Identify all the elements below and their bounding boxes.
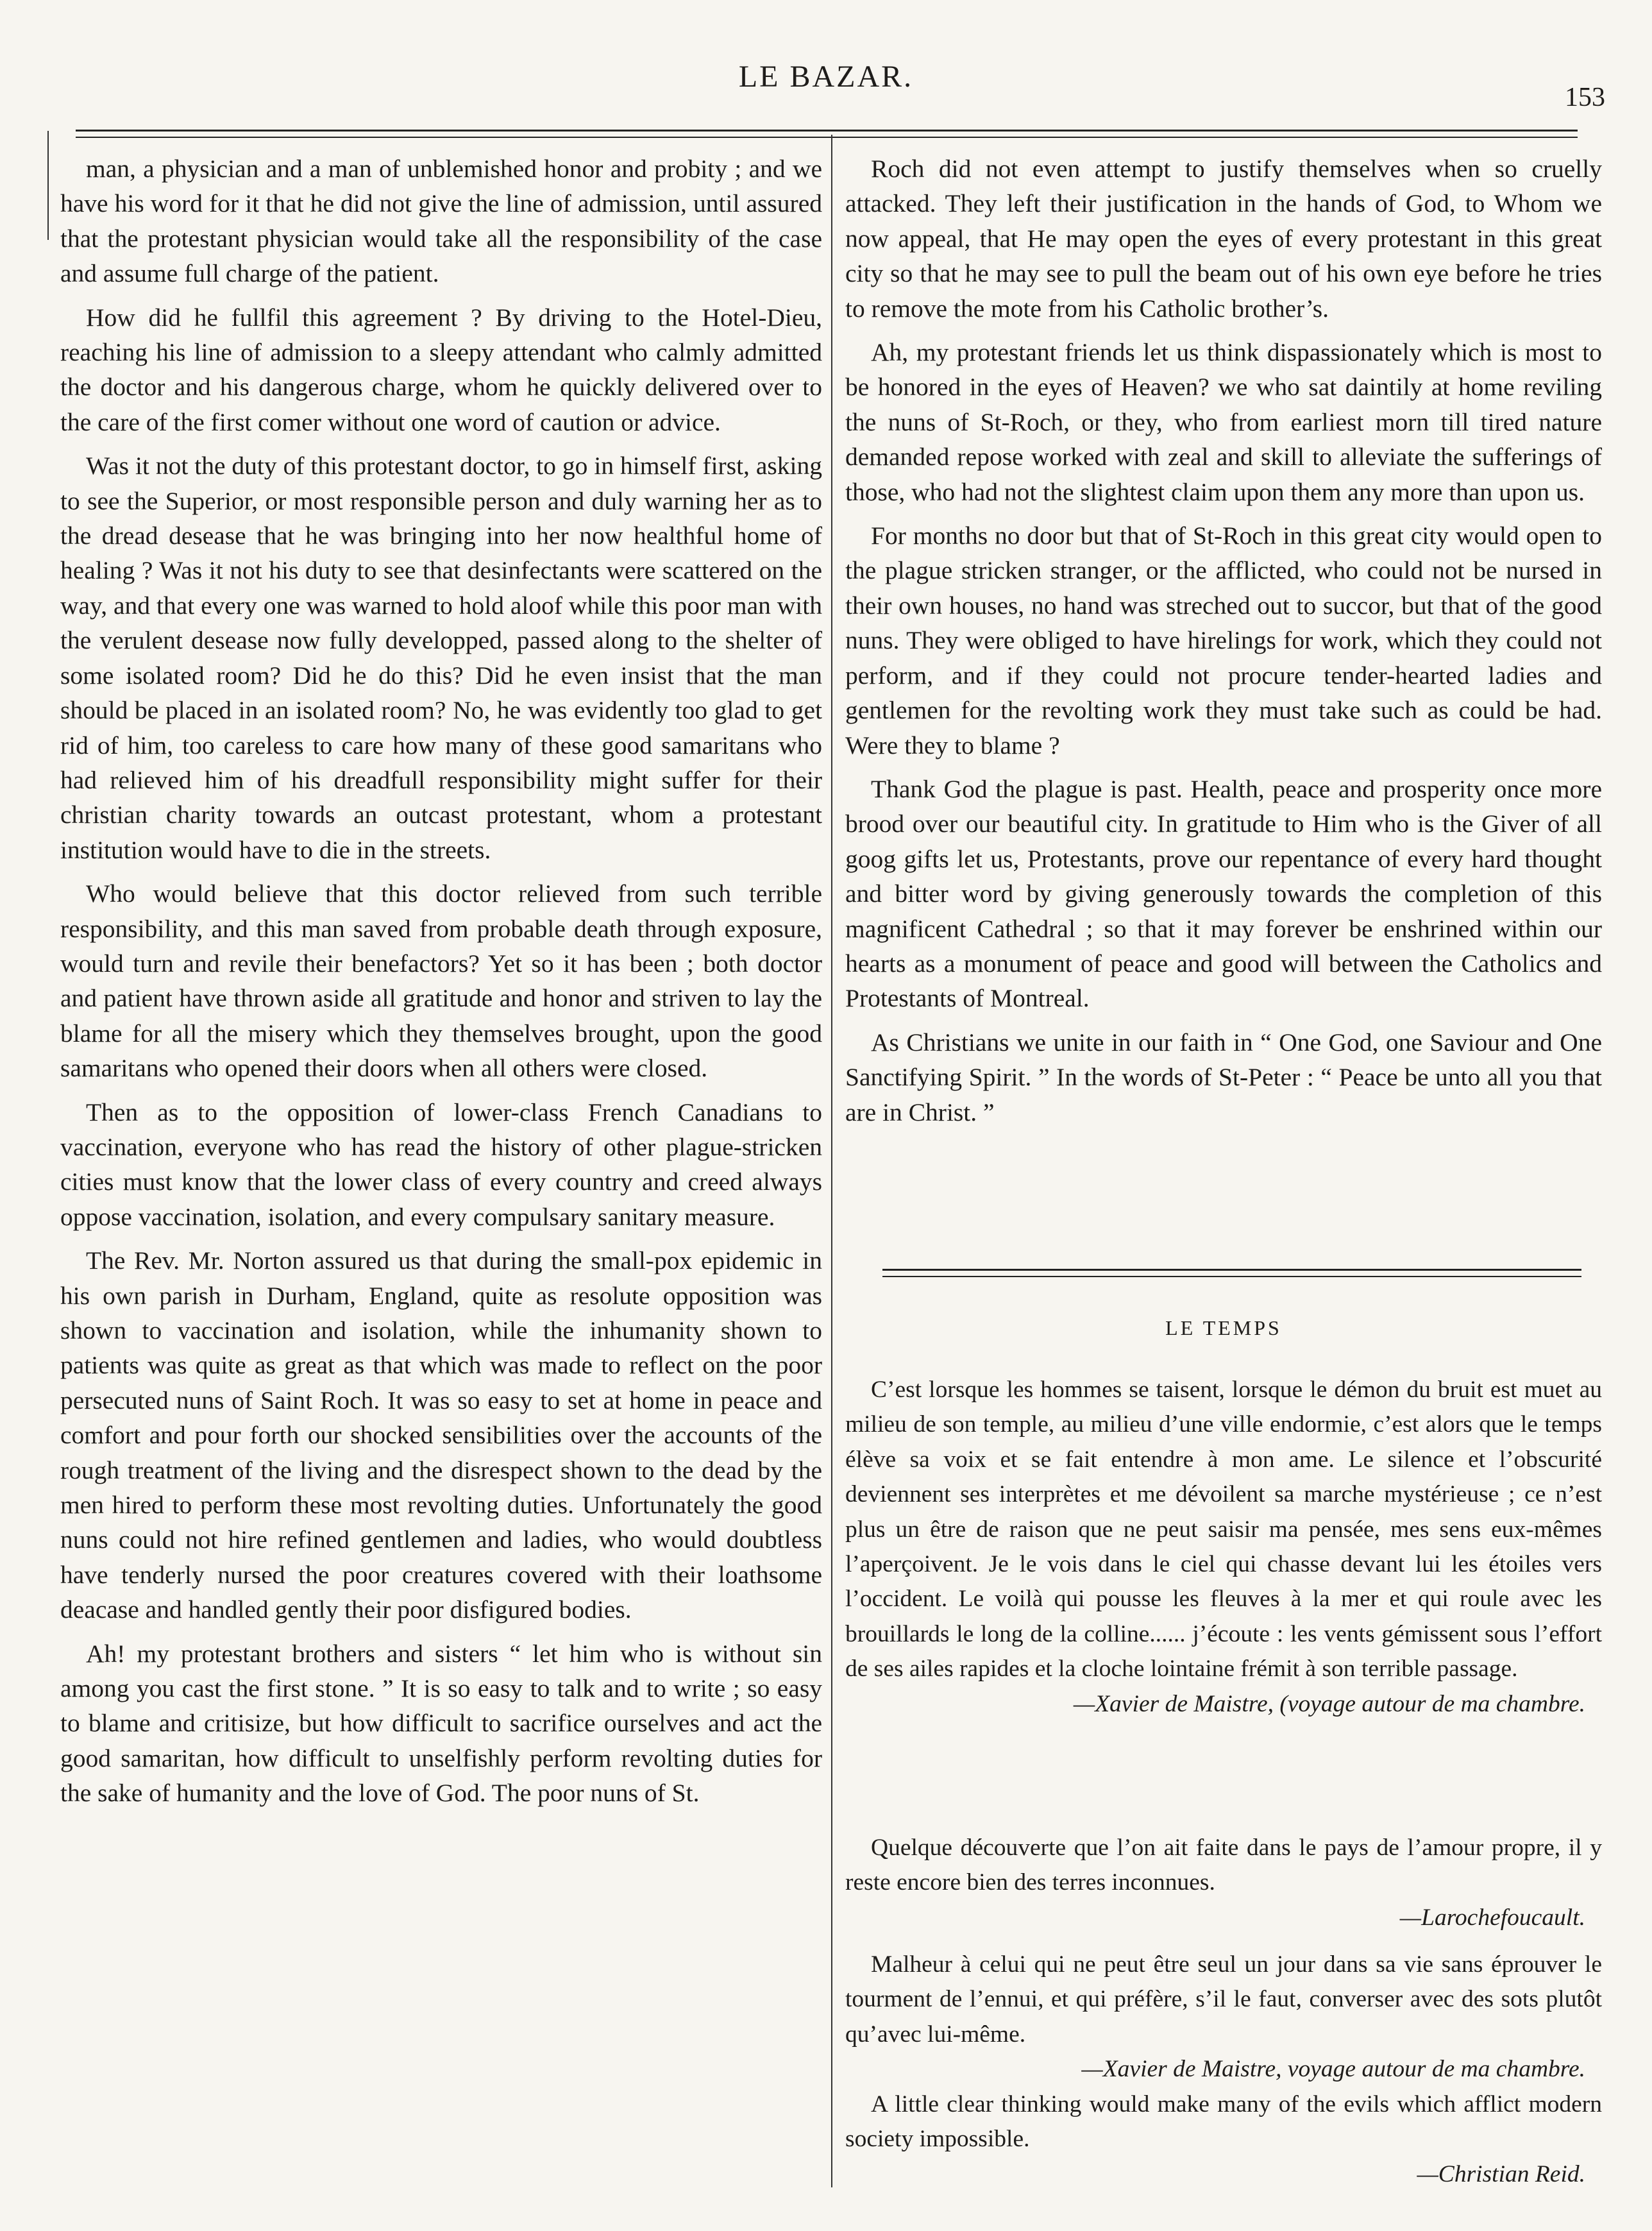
page-number: 153 [1565,83,1605,112]
quote-1 [845,1373,1602,1722]
quote-2-text: Quelque découverte que l’on ait faite dans le pays de l’amour propre, il y reste encore bien des terres inconnues. [845,1835,1602,1896]
right-paragraph-5: As Christians we unite in our faith in “ One God, one Saviour and One Sanctifying Spirit. ” In the words of St-Peter : “ Peace be unto all you that are in Christ. ” [845,1028,1602,1126]
quote-3 [845,1947,1602,2087]
margin-mark [47,131,49,240]
left-paragraph-4: Who would believe that this doctor relieved from such terrible responsibility, and this man saved from probable death through exposure, would turn and revile their benefactors? Yet so it has been ; both doctor and patient have thrown aside all gratitude and honor and striven to lay the blame for all the misery which they themselves brought, upon the good samaritans who opened their doors when all others were closed. [60,879,822,1083]
left-paragraph-3: Was it not the duty of this protestant doctor, to go in himself first, asking to see the Superior, or most responsible person and duly warning her as to the dread desease that he was bringing into her now healthful home of healing ? Was it not his duty to see that desinfectants were scattered on the way, and that every one was warned to hold aloof while this poor man with the verulent desease now fully developped, passed along to the shelter of some isolated room? Did he do this? Did he even insist that the man should be placed in an isolated room? No, he was evidently too glad to get rid of him, too careless to care how many of these good samaritans who had relieved him of his dreadfull responsibility might suffer for their christian charity towards an outcast protestant, whom a protestant institution would have to die in the streets. [60,452,822,864]
header-double-rule [76,130,1578,138]
right-paragraph-2: Ah, my protestant friends let us think dispassionately which is most to be honored in the eyes of Heaven? we who sat daintily at home reviling the nuns of St-Roch, or they, who from earliest morn till tired nature demanded repose worked with zeal and skill to alleviate the sufferings of those, who had not the slightest claim upon them any more than upon us. [845,338,1602,506]
left-paragraph-1: man, a physician and a man of unblemished honor and probity ; and we have his word for it that he did not give the line of admission, until assured that the protestant physician would take all the responsibility of the case and assume full charge of the patient. [60,155,822,288]
left-paragraph-6: The Rev. Mr. Norton assured us that during the small-pox epidemic in his own parish in Durham, England, quite as resolute opposition was shown to vaccination and isolation, while the inhumanity shown to patients was quite as great as that which was made to reflect on the poor persecuted nuns of Saint Roch. It was so easy to set at home in peace and comfort and pour forth our shocked sensibilities over the accounts of the rough treatment of the living and the disrespect shown to the dead by the men hired to perform these most revolting duties. Unfortunately the good nuns could not hire refined gentlemen and ladies, who would doubtless have tenderly nursed the poor creatures covered with their loathsome deacase and handled gently their poor disfigured bodies. [60,1246,822,1624]
left-paragraph-7: Ah! my protestant brothers and sisters “ let him who is without sin among you cast the first stone. ” It is so easy to talk and to write ; so easy to blame and critisize, but how difficult to sacrifice ourselves and act the good samaritan, how difficult to unselfishly perform revolting duties for the sake of humanity and the love of God. The poor nuns of St. [60,1639,822,1808]
left-column [60,151,822,1820]
quote-4-attribution: —Christian Reid. [1417,2160,1585,2187]
right-column [845,151,1602,1139]
masthead-title: LE BAZAR. [738,60,914,94]
quote-2 [845,1831,1602,1935]
right-paragraph-4: Thank God the plague is past. Health, peace and prosperity once more brood over our beautiful city. In gratitude to Him who is the Giver of all goog gifts let us, Protestants, prove our repentance of every hard thought and bitter word by giving generously towards the completion of this magnificent Cathedral ; so that it may forever be enshrined within our hearts as a monument of peace and good will between the Catholics and Protestants of Montreal. [845,774,1602,1013]
section-double-rule [882,1269,1581,1277]
column-divider [831,135,832,2187]
quote-2-attribution: —Larochefoucault. [1399,1904,1585,1931]
quote-4-text: A little clear thinking would make many of the evils which afflict modern society impossible. [845,2091,1602,2153]
left-paragraph-5: Then as to the opposition of lower-class French Canadians to vaccination, everyone who has read the history of other plague-stricken cities must know that the lower class of every country and creed always oppose vaccination, isolation, and every compulsary sanitary measure. [60,1098,822,1231]
right-paragraph-1: Roch did not even attempt to justify themselves when so cruelly attacked. They left their justification in the hands of God, to Whom we now appeal, that He may open the eyes of every protestant in this great city so that he may see to pull the beam out of his own eye before he tries to remove the mote from his Catholic brother’s. [845,155,1602,323]
right-paragraph-3: For months no door but that of St-Roch in this great city would open to the plague stricken stranger, or the afflicted, who could not be nursed in their own houses, no hand was streched out to succor, but that of the good nuns. They were obliged to have hirelings for work, which they could not perform, and if they could not procure tender-hearted ladies and gentlemen for the revolting work they must take such as could be had. Were they to blame ? [845,522,1602,759]
quote-1-text: C’est lorsque les hommes se taisent, lorsque le démon du bruit est muet au milieu de son temple, au milieu d’une ville endormie, c’est alors que le temps élève sa voix et se fait entendre à mon ame. Le silence et l’obscurité deviennent ses interprètes et me dévoilent sa marche mystérieuse ; ce n’est plus un être de raison que ne peut saisir ma pensée, mes sens eux-mêmes l’aperçoivent. Je le vois dans le ciel qui chasse devant lui les étoiles vers l’occident. Le voilà qui pousse les fleuves à la mer et qui roule avec les brouillards le long de la colline...... j’écoute : les vents gémissent sous l’effort de ses ailes rapides et la cloche lointaine frémit à son terrible passage. [845,1377,1602,1683]
section-title: LE TEMPS [1165,1316,1282,1339]
quote-3-attribution: —Xavier de Maistre, voyage autour de ma chambre. [1081,2056,1585,2083]
quote-1-attribution: —Xavier de Maistre, (voyage autour de ma chambre. [1073,1690,1585,1717]
left-paragraph-2: How did he fullfil this agreement ? By driving to the Hotel-Dieu, reaching his line of admission to a sleepy attendant who calmly admitted the doctor and his dangerous charge, whom he quickly delivered over to the care of the first comer without one word of caution or advice. [60,303,822,436]
quote-3-text: Malheur à celui qui ne peut être seul un jour dans sa vie sans éprouver le tourment de l’ennui, et qui préfère, s’il le faut, converser avec des sots plutôt qu’avec lui-même. [845,1951,1602,2048]
quote-4 [845,2087,1602,2192]
